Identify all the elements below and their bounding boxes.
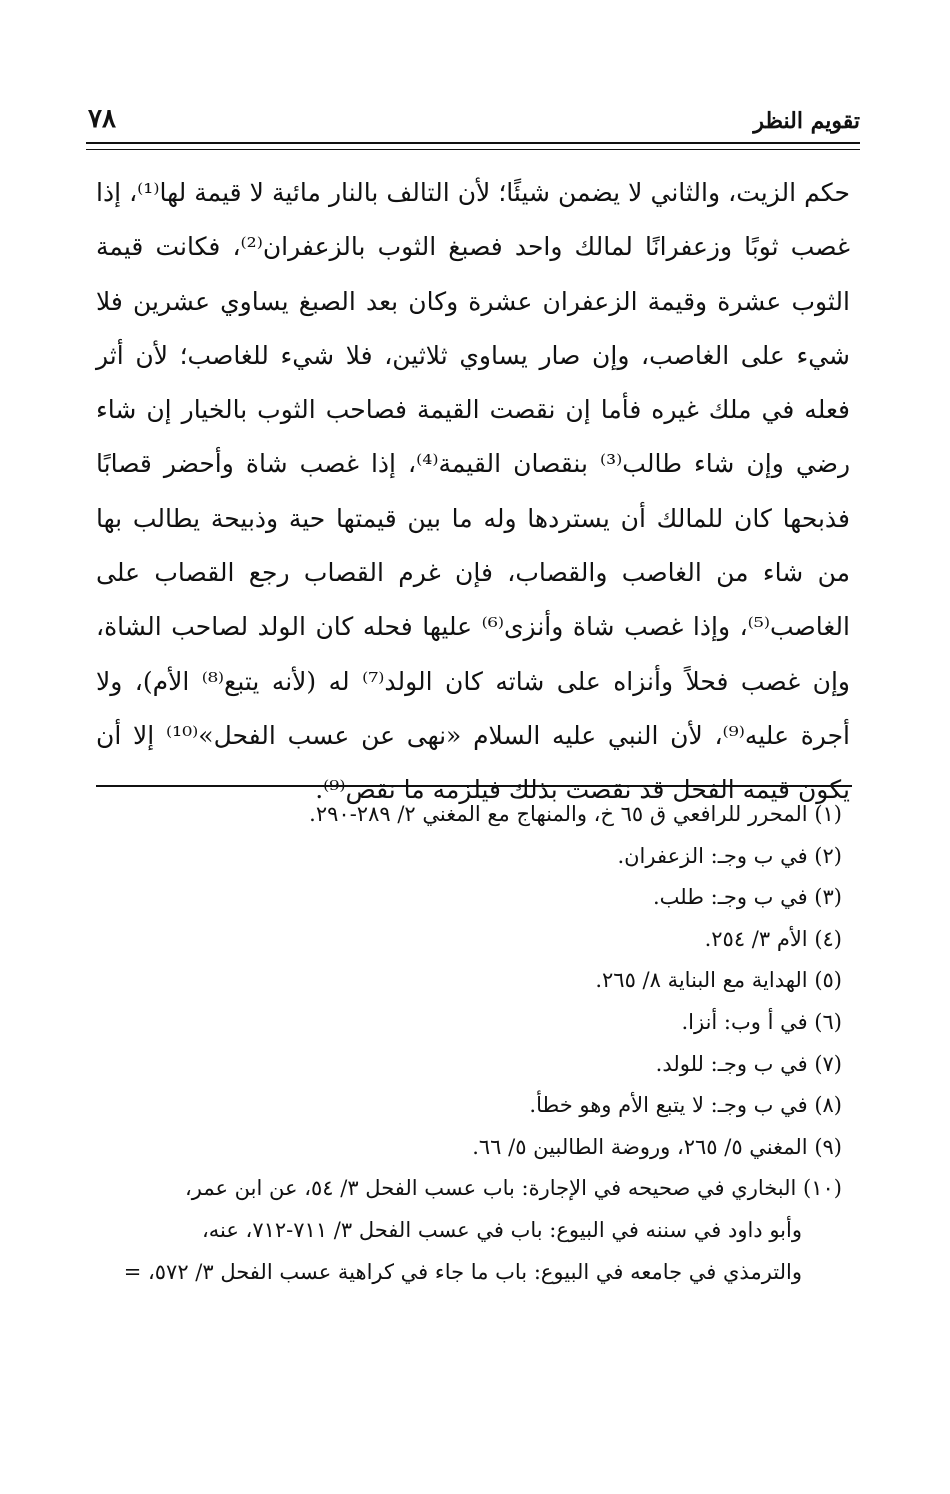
- footnote-2: (٢) في ب وجـ: الزعفران.: [617, 843, 842, 868]
- page-number: ٧٨: [88, 104, 116, 134]
- footnote-4: (٤) الأم ٣/ ٢٥٤.: [704, 926, 842, 951]
- header-rule: [86, 142, 860, 150]
- footnote-1: (١) المحرر للرافعي ق ٦٥ خ، والمنهاج مع المغني ٢/ ٢٨٩-٢٩٠.: [309, 802, 842, 826]
- footnote-7: (٧) في ب وجـ: للولد.: [655, 1051, 842, 1076]
- running-title: تقويم النظر: [753, 108, 860, 134]
- footnote-5: (٥) الهداية مع البناية ٨/ ٢٦٥.: [595, 968, 842, 993]
- footnote-10-continued: وأبو داود في سننه في البيوع: باب في عسب الفحل ٣/ ٧١١-٧١٢، عنه،: [201, 1217, 802, 1242]
- footnote-9: (٩) المغني ٥/ ٢٦٥، وروضة الطالبين ٥/ ٦٦.: [472, 1134, 842, 1159]
- main-text: [96, 166, 850, 818]
- footnote-10-continued: والترمذي في جامعه في البيوع: باب ما جاء في كراهية عسب الفحل ٣/ ٥٧٢، =: [123, 1259, 802, 1284]
- running-header: [88, 104, 860, 142]
- main-paragraph: حكم الزيت، والثاني لا يضمن شيئًا؛ لأن التالف بالنار مائية لا قيمة لها⁽¹⁾، إذا غصب ثوبًا وزعفرانًا لمالك واحد فصبغ الثوب بالزعفران⁽²⁾، فكانت قيمة الثوب عشرة وقيمة الزعفران عشرة وكان بعد الصبغ يساوي عشرين فلا شيء على الغاصب، وإن صار يساوي ثلاثين، فلا شيء للغاصب؛ لأن أثر فعله في ملك غيره فأما إن نقصت القيمة فصاحب الثوب بالخيار إن شاء رضي وإن شاء طالب⁽³⁾ بنقصان القيمة⁽⁴⁾، إذا غصب شاة وأحضر قصابًا فذبحها كان للمالك أن يستردها وله ما بين قيمتها حية وذبيحة يطالب بها من شاء من الغاصب والقصاب، فإن غرم القصاب رجع القصاب على الغاصب⁽⁵⁾، وإذا غصب شاة وأنزى⁽⁶⁾ عليها فحله كان الولد لصاحب الشاة، وإن غصب فحلاً وأنزاه على شاته كان الولد⁽⁷⁾ له (لأنه يتبع⁽⁸⁾ الأم)، ولا أجرة عليه⁽⁹⁾، لأن النبي عليه السلام «نهى عن عسب الفحل»⁽¹⁰⁾ إلا أن يكون قيمة الفحل قد نقصت بذلك فيلزمه ما نقص⁽⁹⁾.: [96, 178, 851, 805]
- footnote-8: (٨) في ب وجـ: لا يتبع الأم وهو خطأ.: [529, 1093, 842, 1118]
- footnotes: [100, 794, 842, 1293]
- footnote-separator: [96, 785, 852, 787]
- footnote-3: (٣) في ب وجـ: طلب.: [652, 885, 842, 910]
- footnote-6: (٦) في أ وب: أنزا.: [681, 1009, 842, 1034]
- footnote-10: (١٠) البخاري في صحيحه في الإجارة: باب عسب الفحل ٣/ ٥٤، عن ابن عمر،: [184, 1176, 842, 1201]
